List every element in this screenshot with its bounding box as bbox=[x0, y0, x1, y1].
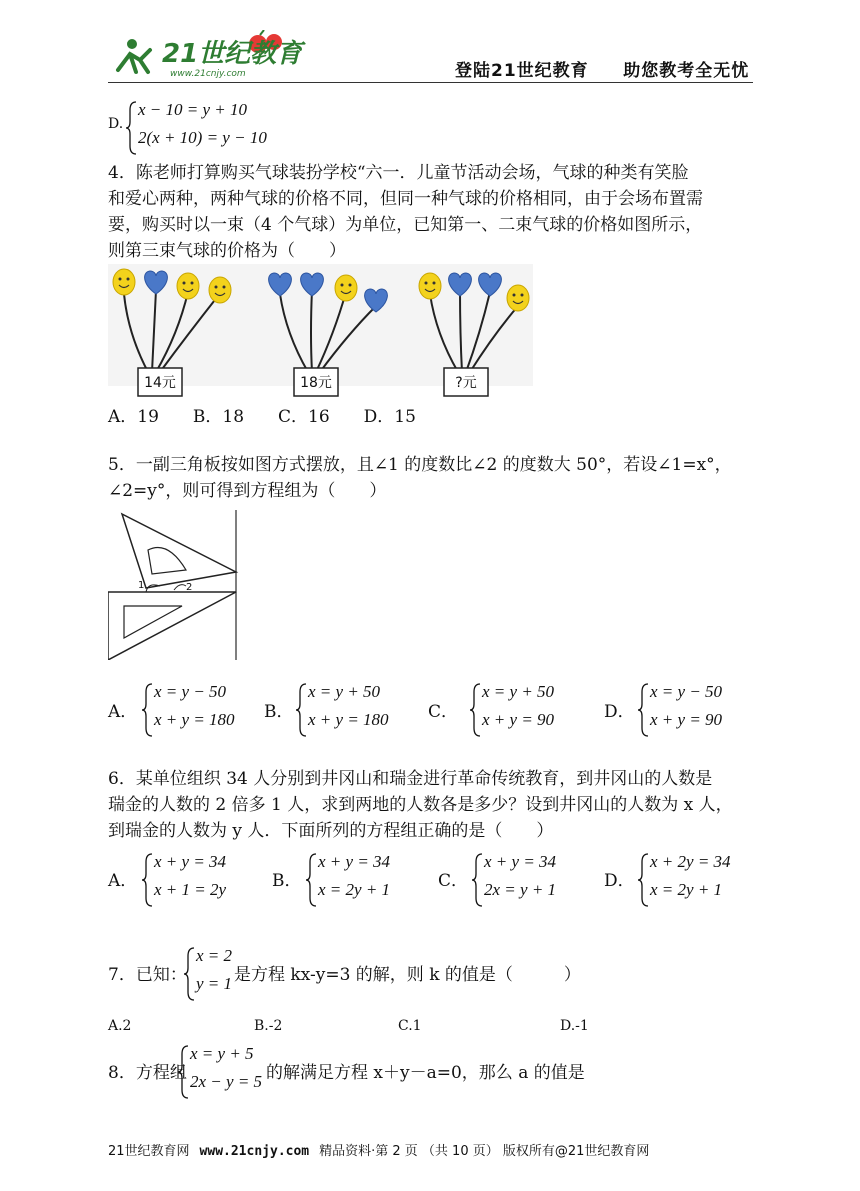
equation-line-1: x − 10 = y + 10 bbox=[138, 100, 248, 119]
brace-icon bbox=[126, 100, 138, 156]
equation-line-1: x + y = 34 bbox=[154, 852, 227, 871]
header-slogan: 登陆21世纪教育 助您教考全无忧 bbox=[455, 61, 750, 81]
q4-options: A．19 B．18 C．16 D．15 bbox=[108, 407, 416, 427]
equation-system bbox=[184, 946, 234, 1002]
option-label: A． bbox=[108, 702, 138, 722]
footer-left: 21世纪教育网 bbox=[108, 1144, 190, 1159]
price-tag-2: 18元 bbox=[300, 375, 332, 391]
option-label: D． bbox=[604, 871, 635, 891]
option-label: C． bbox=[428, 702, 459, 722]
q8-prefix: 8．方程组 bbox=[108, 1063, 187, 1083]
equation-line-2: x + y = 90 bbox=[482, 710, 555, 729]
option-label: B． bbox=[272, 871, 302, 891]
option-label: D． bbox=[604, 702, 635, 722]
footer-right: 精品资料·第 2 页 （共 10 页） 版权所有@21世纪教育网 bbox=[319, 1144, 650, 1159]
smiley-balloon-icon bbox=[507, 285, 529, 311]
site-logo bbox=[110, 30, 310, 82]
equation-line-1: x + y = 34 bbox=[318, 852, 391, 871]
equation-system bbox=[126, 100, 326, 156]
brace-icon bbox=[178, 1044, 190, 1100]
brace-icon bbox=[296, 682, 308, 738]
price-tag-3: ?元 bbox=[455, 375, 477, 391]
q7-option-a: A.2 bbox=[108, 1018, 132, 1034]
q7-option-b: B.-2 bbox=[254, 1018, 283, 1034]
brace-icon bbox=[638, 682, 650, 738]
equation-line-2: x = 2y + 1 bbox=[318, 880, 391, 899]
equation-system bbox=[142, 852, 252, 908]
option-label: D. bbox=[108, 116, 124, 132]
q7-prefix: 7．已知： bbox=[108, 965, 187, 985]
triangle-ruler-figure bbox=[108, 510, 243, 660]
equation-line-2: x + y = 180 bbox=[154, 710, 235, 729]
q5-line-2: ∠2=y°，则可得到方程组为（ ） bbox=[108, 481, 387, 501]
brace-icon bbox=[472, 852, 484, 908]
smiley-balloon-icon bbox=[177, 273, 199, 299]
equation-system bbox=[470, 682, 580, 738]
smiley-balloon-icon bbox=[113, 269, 135, 295]
q4-line-1: 4．陈老师打算购买气球装扮学校“六一．儿童节活动会场，气球的种类有笑脸 bbox=[108, 163, 689, 183]
brace-icon bbox=[306, 852, 318, 908]
price-tag-1: 14元 bbox=[144, 375, 176, 391]
q7-suffix: 是方程 kx-y=3 的解，则 k 的值是（ ） bbox=[234, 965, 581, 985]
smiley-balloon-icon bbox=[335, 275, 357, 301]
brace-icon bbox=[142, 682, 154, 738]
q7-option-c: C.1 bbox=[398, 1018, 422, 1034]
equation-line-2: x = 2y + 1 bbox=[650, 880, 723, 899]
equation-line-1: x = y − 50 bbox=[650, 682, 723, 701]
logo-text: 21世纪教育 bbox=[162, 39, 303, 69]
equation-line-2: 2x − y = 5 bbox=[190, 1072, 263, 1091]
balloon-figure bbox=[108, 264, 533, 400]
equation-system bbox=[306, 852, 416, 908]
equation-system bbox=[296, 682, 406, 738]
equation-line-1: x + 2y = 34 bbox=[650, 852, 731, 871]
header-divider bbox=[108, 82, 753, 83]
equation-line-1: x + y = 34 bbox=[484, 852, 557, 871]
q8-suffix: 的解满足方程 x＋y－a=0，那么 a 的值是 bbox=[266, 1063, 585, 1083]
equation-line-1: x = y + 50 bbox=[308, 682, 381, 701]
q6-line-3: 到瑞金的人数为 y 人．下面所列的方程组正确的是（ ） bbox=[108, 821, 554, 841]
brace-icon bbox=[142, 852, 154, 908]
angle-label-1: 1 bbox=[138, 580, 145, 591]
option-label: B． bbox=[264, 702, 294, 722]
equation-system bbox=[638, 682, 748, 738]
q4-line-2: 和爱心两种，两种气球的价格不同，但同一种气球的价格相同，由于会场布置需 bbox=[108, 189, 703, 209]
logo-url: www.21cnjy.com bbox=[170, 69, 246, 79]
q7-option-d: D.-1 bbox=[560, 1018, 589, 1034]
q4-line-4: 则第三束气球的价格为（ ） bbox=[108, 241, 346, 261]
smiley-balloon-icon bbox=[209, 277, 231, 303]
runner-icon bbox=[118, 39, 150, 72]
q6-line-2: 瑞金的人数的 2 倍多 1 人，求到两地的人数各是多少？设到井冈山的人数为 x 人， bbox=[108, 795, 733, 815]
equation-line-2: x + 1 = 2y bbox=[154, 880, 227, 899]
equation-line-1: x = y + 5 bbox=[190, 1044, 254, 1063]
page-footer bbox=[108, 1140, 649, 1159]
q6-line-1: 6．某单位组织 34 人分别到井冈山和瑞金进行革命传统教育，到井冈山的人数是 bbox=[108, 769, 713, 789]
equation-line-2: 2(x + 10) = y − 10 bbox=[138, 128, 267, 147]
q5-line-1: 5．一副三角板按如图方式摆放，且∠1 的度数比∠2 的度数大 50°，若设∠1=x°， bbox=[108, 455, 732, 475]
equation-system bbox=[638, 852, 758, 908]
equation-line-2: 2x = y + 1 bbox=[484, 880, 557, 899]
angle-label-2: 2 bbox=[186, 582, 193, 593]
brace-icon bbox=[470, 682, 482, 738]
brace-icon bbox=[638, 852, 650, 908]
equation-line-2: x + y = 90 bbox=[650, 710, 723, 729]
equation-line-1: x = y − 50 bbox=[154, 682, 227, 701]
option-label: C． bbox=[438, 871, 469, 891]
footer-url[interactable]: www.21cnjy.com bbox=[199, 1144, 310, 1159]
q4-line-3: 要，购买时以一束（4 个气球）为单位，已知第一、二束气球的价格如图所示， bbox=[108, 215, 703, 235]
equation-line-2: x + y = 180 bbox=[308, 710, 389, 729]
brace-icon bbox=[184, 946, 196, 1002]
equation-line-1: x = y + 50 bbox=[482, 682, 555, 701]
equation-line-2: y = 1 bbox=[196, 974, 233, 993]
equation-system bbox=[142, 682, 252, 738]
option-label: A． bbox=[108, 871, 138, 891]
equation-system bbox=[178, 1044, 268, 1100]
smiley-balloon-icon bbox=[419, 273, 441, 299]
equation-line-1: x = 2 bbox=[196, 946, 233, 965]
equation-system bbox=[472, 852, 582, 908]
